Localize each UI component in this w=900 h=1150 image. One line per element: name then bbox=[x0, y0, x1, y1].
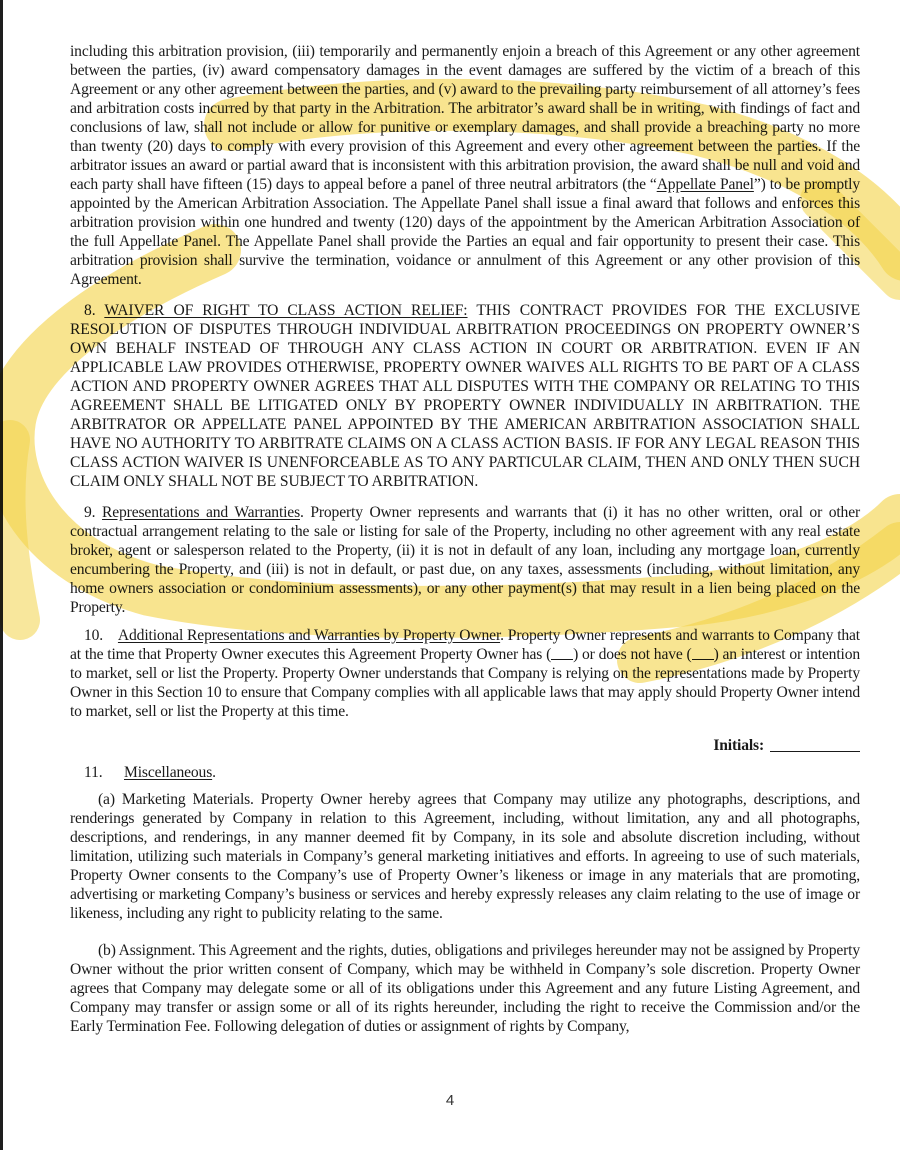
section-10-additional-representations bbox=[70, 626, 860, 721]
section-9-representations-warranties bbox=[70, 503, 860, 617]
section-heading: Representations and Warranties bbox=[102, 504, 300, 521]
section-11-heading bbox=[70, 763, 860, 782]
section-number: 10. bbox=[84, 627, 104, 644]
section-heading: Miscellaneous bbox=[124, 764, 213, 781]
does-not-have-interest-blank-field[interactable] bbox=[692, 647, 714, 660]
window-edge bbox=[0, 0, 3, 1150]
section-11b-assignment: (b) Assignment. This Agreement and the rights, duties, obligations and privileges hereunder may not be assigned by Property Owner without the prior written consent of Company, which may be withheld in Company’s sole discretion. Property Owner agrees that Company may delegate some or all of its obligations under this Agreement and any future Listing Agreement, and Company may transfer or assign some or all of its rights hereunder, including the right to receive the Commission and/or the Early Termination Fee. Following delegation of duties or assignment of rights by Company, bbox=[70, 942, 860, 1035]
section-body: . Property Owner represents and warrants that (i) it has no other written, oral or other contractual arrangement relating to the sale or listing for sale of the Property, including no other agreement with any real estate broker, agent or salesperson related to the Property, (ii) it is not in default of any loan, including any mortgage loan, currently encumbering the Property, and (iii) is not in default, or past due, on any taxes, assessments (including, without limitation, any home owners association or condominium assessments), or any other payment(s) that may result in a lien being placed on the Property. bbox=[70, 504, 861, 616]
section-body: THIS CONTRACT PROVIDES FOR THE EXCLUSIVE RESOLUTION OF DISPUTES THROUGH INDIVIDUAL ARBITRATION PROCEEDINGS ON PROPERTY OWNER’S OWN BEHALF INSTEAD OF THROUGH ANY CLASS ACTION IN COURT OR ARBITRATION. EVEN IF AN APPLICABLE LAW PROVIDES OTHERWISE, PROPERTY OWNER WAIVES ALL RIGHTS TO BE PART OF A CLASS ACTION AND PROPERTY OWNER AGREES THAT ALL DISPUTES WITH THE COMPANY OR RELATING TO THIS AGREEMENT SHALL BE LITIGATED ONLY BY PROPERTY OWNER INDIVIDUALLY IN ARBITRATION. THE ARBITRATOR OR APPELLATE PANEL APPOINTED BY THE AMERICAN ARBITRATION ASSOCIATION SHALL HAVE NO AUTHORITY TO ARBITRATE CLAIMS ON A CLASS ACTION BASIS. IF FOR ANY LEGAL REASON THIS CLASS ACTION WAIVER IS UNENFORCEABLE AS TO ANY PARTICULAR CLAIM, THEN AND ONLY THEN SUCH CLAIM ONLY SHALL NOT BE SUBJECT TO ARBITRATION. bbox=[70, 302, 860, 490]
section-11a-marketing-materials: (a) Marketing Materials. Property Owner hereby agrees that Company may utilize any photographs, descriptions, and renderings generated by Company in relation to this Agreement, including, without limitation, any and all photographs, descriptions, and renderings, in any manner deemed fit by Company, in its sole and absolute discretion including, without limitation, utilizing such materials in Company’s general marketing initiatives and efforts. In agreeing to use of such materials, Property Owner consents to the Company’s use of Property Owner’s likeness or image in any materials that are promoting, advertising or marketing Company’s business or services and hereby expressly releases any claim relating to the use of image or likeness, including any right to publicity relating to the same. bbox=[70, 791, 860, 922]
section-8-waiver-class-action bbox=[70, 301, 860, 491]
highlighter-stroke bbox=[5, 440, 20, 620]
page-number: 4 bbox=[445, 1092, 455, 1109]
section-number: 8. bbox=[84, 302, 96, 319]
arbitration-continuation-paragraph bbox=[70, 42, 860, 289]
section-body: ) or does not have ( bbox=[573, 646, 692, 663]
section-heading: WAIVER OF RIGHT TO CLASS ACTION RELIEF: bbox=[104, 302, 468, 319]
document-page bbox=[70, 42, 860, 1036]
section-body: . Property Owner represents and warrants to Company that at the time that Property Owner executes this Agreement Property Owner has ( bbox=[70, 627, 860, 663]
section-number: 11. bbox=[84, 764, 103, 781]
section-number: 9. bbox=[84, 504, 96, 521]
initials-line bbox=[70, 736, 860, 755]
paragraph-text: ”) to be promptly appointed by the American Arbitration Association. The Appellate Panel shall issue a final award that follows and enforces this arbitration provision within one hundred and twenty (120) days of the appointment by the American Arbitration Association of the full Appellate Panel. The Appellate Panel shall provide the Parties an equal and fair opportunity to present their case. This arbitration provision shall survive the termination, voidance or annulment of this Agreement or any other provision of this Agreement. bbox=[70, 176, 860, 288]
paragraph-text: including this arbitration provision, (iii) temporarily and permanently enjoin a breach of this Agreement or any other agreement between the parties, (iv) award compensatory damages in the event damages are suffered by the victim of a breach of this Agreement or any other agreement between the parties, and (v) award to the prevailing party reimbursement of all attorney’s fees and arbitration costs incurred by that party in the Arbitration. The arbitrator’s award shall be in writing, with findings of fact and conclusions of law, shall not include or allow for punitive or exemplary damages, and shall provide a breaching party no more than twenty (20) days to comply with every provision of this Agreement and every other agreement between the parties. If the arbitrator issues an award or partial award that is inconsistent with this arbitration provision, the award shall be null and void and each party shall have fifteen (15) days to appeal before a panel of three neutral arbitrators (the “ bbox=[70, 43, 860, 193]
initials-blank-field[interactable] bbox=[770, 737, 860, 752]
section-heading: Additional Representations and Warranties by Property Owner bbox=[117, 627, 501, 644]
defined-term-appellate-panel: Appellate Panel bbox=[656, 176, 754, 193]
has-interest-blank-field[interactable] bbox=[551, 647, 573, 660]
initials-label: Initials: bbox=[713, 737, 764, 754]
heading-suffix: . bbox=[212, 764, 216, 781]
section-body: ) an interest or intention to market, sell or list the Property. Property Owner understands that Company is relying on the representations made by Property Owner in this Section 10 to ensure that Company complies with all applicable laws that may apply should Property Owner intend to market, sell or list the Property at this time. bbox=[70, 646, 860, 720]
